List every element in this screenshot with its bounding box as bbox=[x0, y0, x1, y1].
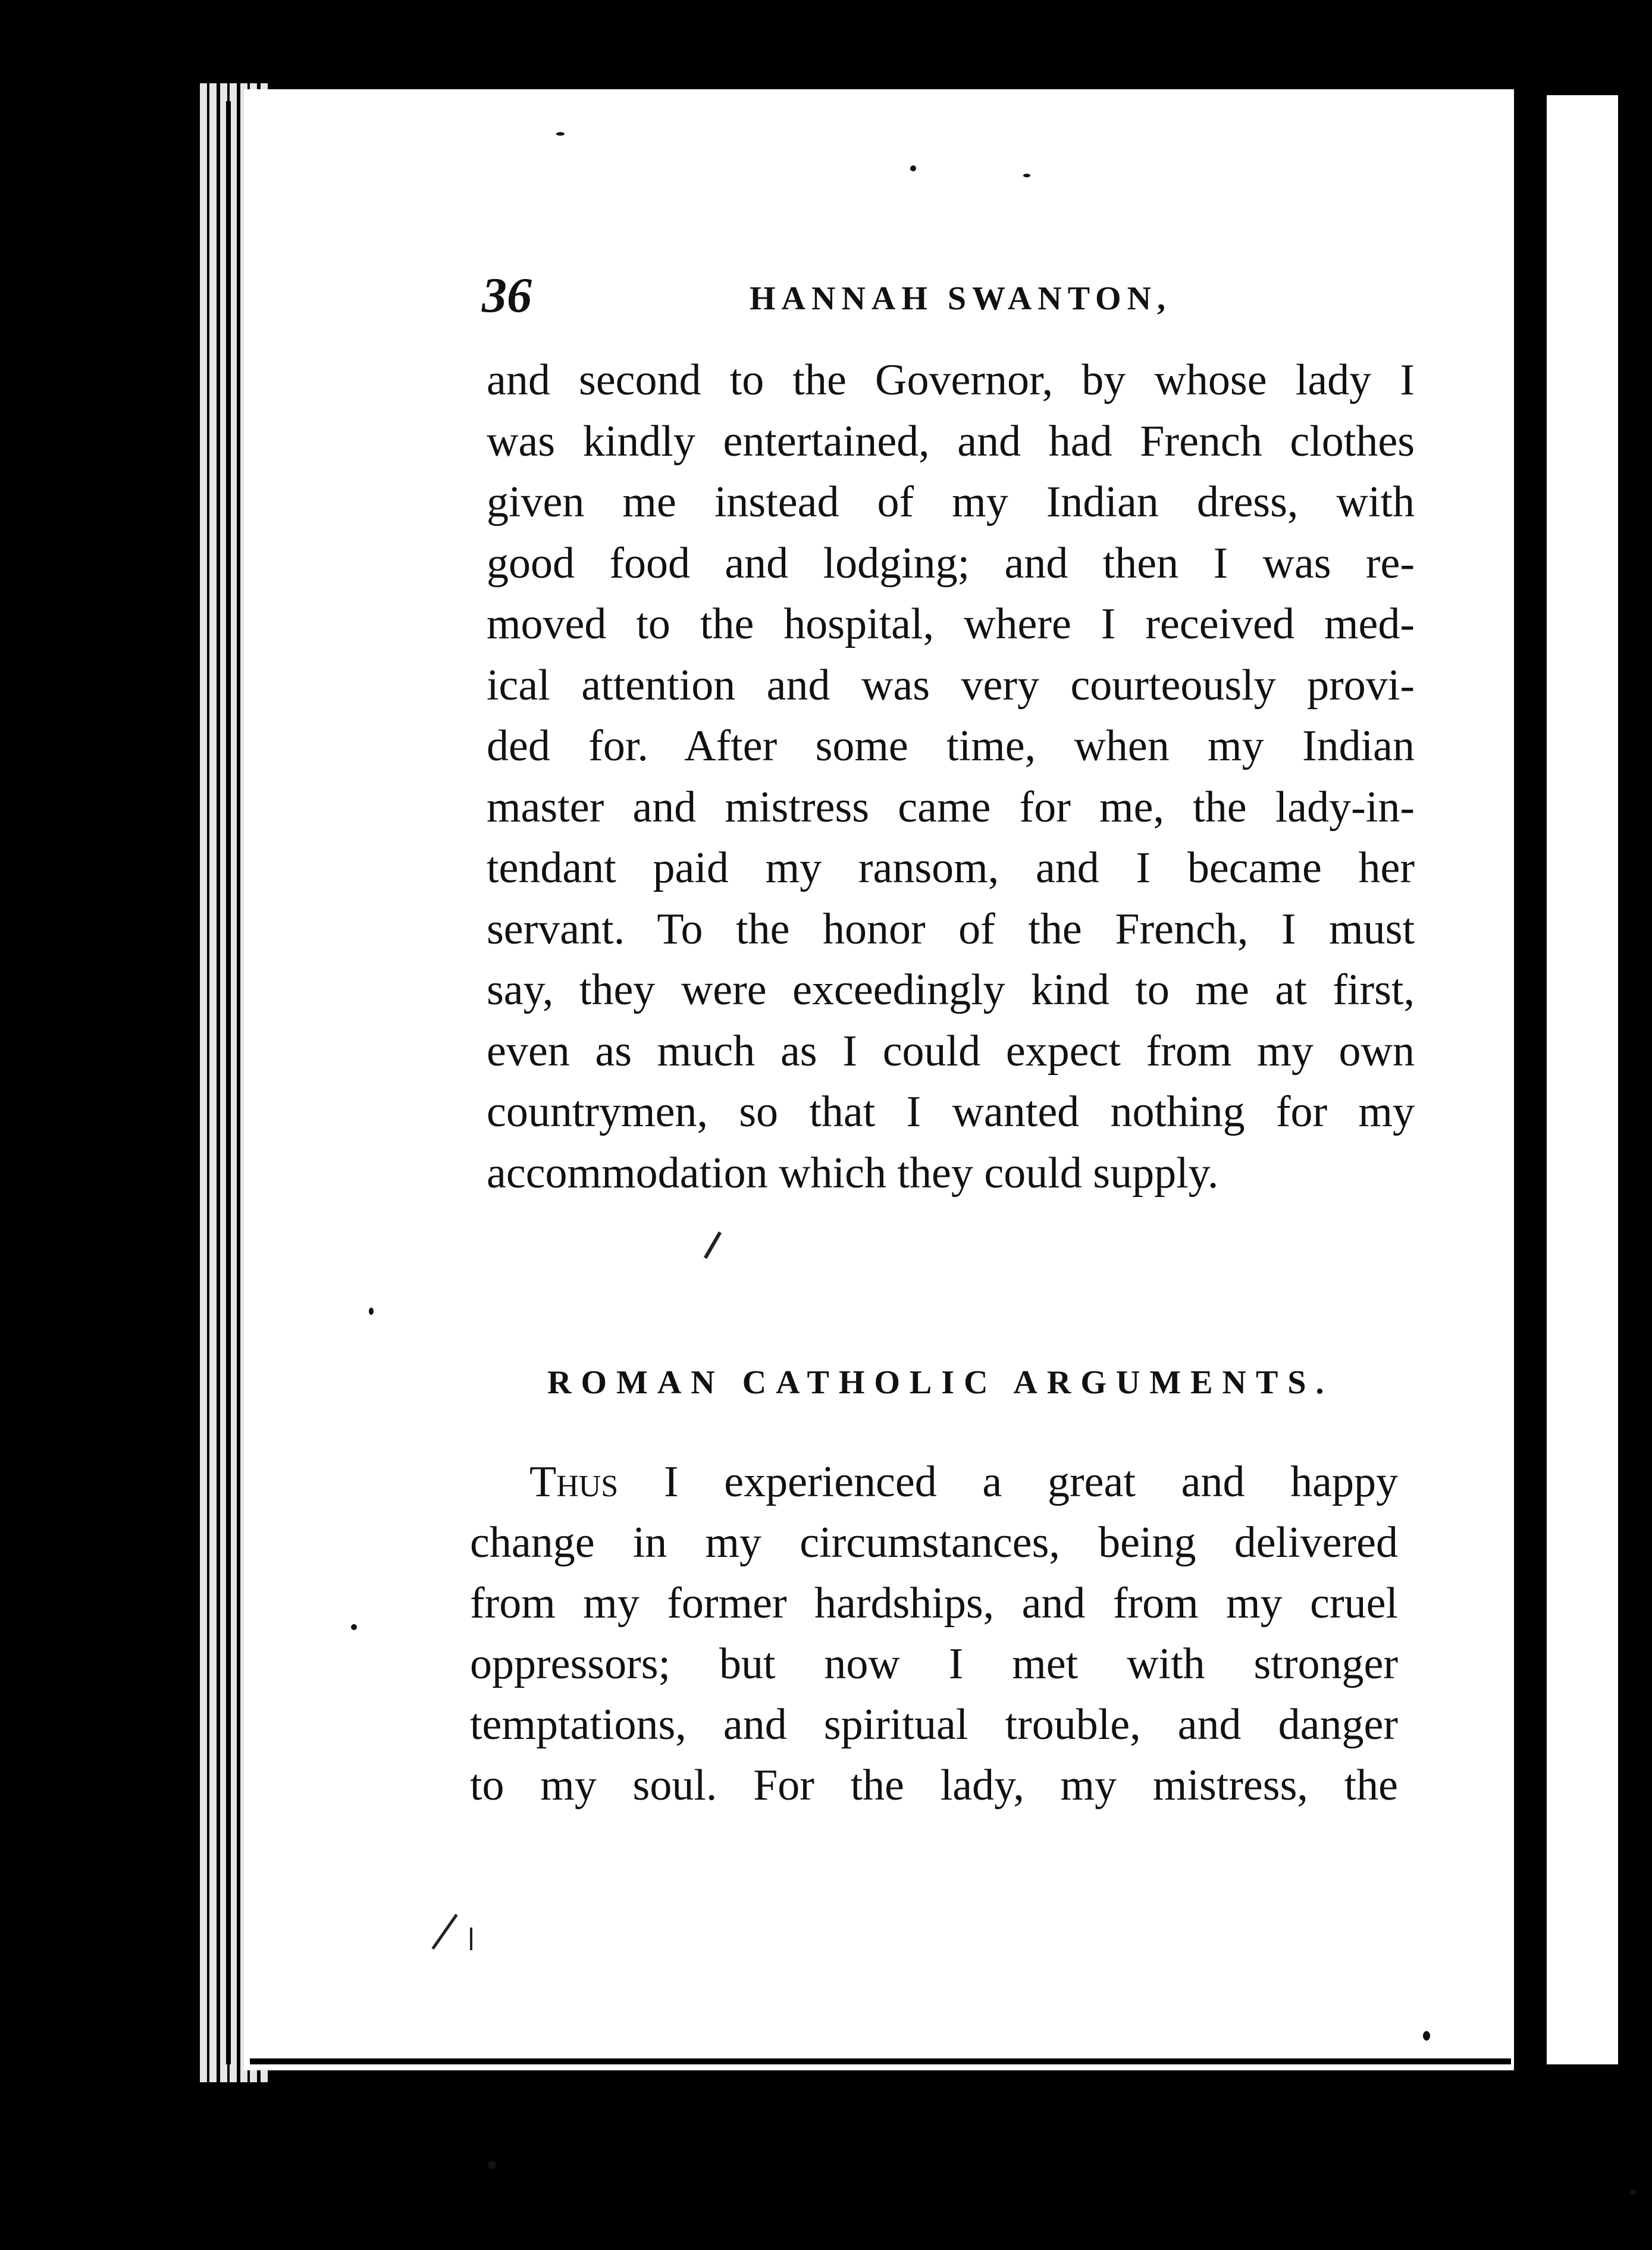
text-line: ded for. After some time, when my Indian bbox=[487, 722, 1415, 770]
text-line: change in my circumstances, being delivered bbox=[470, 1518, 1398, 1567]
text-line: moved to the hospital, where I received med- bbox=[487, 600, 1415, 648]
text-line: tendant paid my ransom, and I became her bbox=[487, 844, 1415, 892]
text-line: master and mistress came for me, the lady-in- bbox=[487, 782, 1415, 832]
adjacent-page-shadow bbox=[1618, 95, 1652, 2064]
text-line: say, they were exceedingly kind to me at first, bbox=[487, 966, 1415, 1014]
text-line: accommodation which they could supply. bbox=[487, 1148, 1219, 1198]
page-bottom-edge bbox=[250, 2058, 1511, 2064]
text-line: good food and lodging; and then I was re- bbox=[487, 538, 1415, 588]
drop-word: Thus bbox=[529, 1458, 619, 1506]
text-line: countrymen, so that I wanted nothing for my bbox=[487, 1088, 1415, 1136]
scan-speck bbox=[369, 1308, 374, 1315]
stray-mark bbox=[470, 1928, 472, 1950]
text-line: to my soul. For the lady, my mistress, the bbox=[470, 1761, 1398, 1810]
text-line-rest: I experienced a great and happy bbox=[618, 1458, 1398, 1506]
stray-mark bbox=[1523, 880, 1529, 1249]
text-line: even as much as I could expect from my own bbox=[487, 1026, 1415, 1076]
section-body-text bbox=[470, 1452, 1398, 1816]
text-line: ical attention and was very courteously provi- bbox=[487, 660, 1415, 710]
text-line: was kindly entertained, and had French clothes bbox=[487, 416, 1415, 466]
text-line: from my former hardships, and from my cruel bbox=[470, 1579, 1398, 1628]
text-line: temptations, and spiritual trouble, and danger bbox=[470, 1700, 1398, 1749]
running-head bbox=[482, 267, 1404, 332]
scan-speck bbox=[351, 1624, 357, 1630]
scan-speck bbox=[1630, 2189, 1636, 2195]
text-line bbox=[470, 1452, 1398, 1512]
text-line: and second to the Governor, by whose lady I bbox=[487, 356, 1415, 405]
page-number: 36 bbox=[482, 268, 532, 323]
section-heading: ROMAN CATHOLIC ARGUMENTS. bbox=[547, 1364, 1334, 1401]
body-text bbox=[487, 350, 1415, 1204]
text-line: given me instead of my Indian dress, with bbox=[487, 478, 1415, 527]
adjacent-page-edge bbox=[1547, 95, 1624, 2064]
scan-speck bbox=[556, 132, 565, 136]
text-line: oppressors; but now I met with stronger bbox=[470, 1640, 1398, 1688]
running-title: HANNAH SWANTON, bbox=[750, 280, 1172, 317]
scan-speck bbox=[488, 2161, 496, 2169]
text-line: servant. To the honor of the French, I must bbox=[487, 904, 1415, 954]
scan-speck bbox=[910, 165, 916, 171]
scan-speck bbox=[1023, 174, 1030, 177]
binding-line bbox=[226, 101, 231, 2064]
scan-speck bbox=[1423, 2031, 1430, 2041]
